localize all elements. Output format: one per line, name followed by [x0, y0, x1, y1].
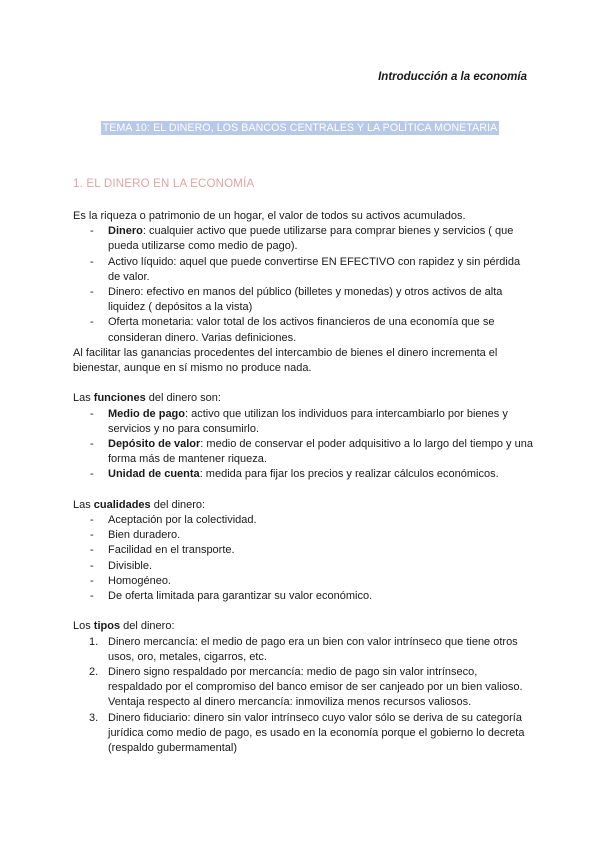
number-marker: 1.	[89, 635, 99, 648]
lead-text: del dinero son:	[145, 392, 221, 405]
number-marker: 2.	[89, 666, 99, 679]
definition-text: Oferta monetaria: valor total de los activos financieros de una economía que se consideran dinero. Varias definiciones.	[108, 316, 495, 344]
dash-marker: -	[90, 574, 94, 587]
functions-lead	[73, 391, 533, 406]
course-header: Introducción a la economía	[378, 71, 527, 83]
list-item	[73, 437, 533, 467]
dash-marker: -	[90, 316, 94, 329]
title-wrapper	[0, 118, 600, 136]
list-item	[73, 224, 533, 254]
document-body	[73, 209, 533, 756]
type-text: Dinero mercancía: el medio de pago era un bien con valor intrínseco que tiene otros usos, oro, metales, cigarros, etc.	[108, 635, 518, 663]
dash-marker: -	[90, 559, 94, 572]
lead-text: del dinero:	[150, 498, 206, 511]
function-term: Medio de pago	[108, 407, 185, 420]
list-item	[73, 543, 533, 558]
list-item	[73, 589, 533, 604]
list-item	[73, 711, 533, 757]
quality-text: Homogéneo.	[108, 574, 171, 587]
definitions-list	[73, 224, 533, 346]
function-text: : medida para fijar los precios y realizar cálculos económicos.	[199, 468, 499, 481]
dash-marker: -	[90, 468, 94, 481]
definition-text: : cualquier activo que puede utilizarse para comprar bienes y servicios ( que pueda utilizarse como medio de pago).	[108, 225, 514, 253]
definition-text: Activo líquido: aquel que puede convertirse EN EFECTIVO con rapidez y sin pérdida de valor.	[108, 255, 521, 283]
list-item	[73, 285, 533, 315]
list-item	[73, 467, 533, 482]
type-text: Dinero fiduciario: dinero sin valor intrínseco cuyo valor sólo se deriva de su categoría jurídica como medio de pago, es usado en la economía porque el gobierno lo decreta (respaldo gubermamental)	[108, 711, 525, 755]
function-text: : medio de conservar el poder adquisitivo a lo largo del tiempo y una forma más de mantener riqueza.	[108, 438, 533, 466]
lead-text: Los	[73, 620, 94, 633]
quality-text: Divisible.	[108, 559, 153, 572]
intro-paragraph: Es la riqueza o patrimonio de un hogar, el valor de todos su activos acumulados.	[73, 210, 466, 222]
list-item	[73, 665, 533, 711]
list-item	[73, 559, 533, 574]
quality-text: Aceptación por la colectividad.	[108, 514, 257, 527]
dash-marker: -	[90, 544, 94, 557]
functions-list	[73, 407, 533, 483]
list-item	[73, 574, 533, 589]
dash-marker: -	[90, 529, 94, 542]
dash-marker: -	[90, 255, 94, 268]
closing-paragraph: Al facilitar las ganancias procedentes del intercambio de bienes el dinero incrementa el bienestar, aunque en sí mismo no produce nada.	[73, 346, 498, 375]
lead-text: Las	[73, 498, 94, 511]
function-text: : activo que utilizan los individuos para intercambiarlo por bienes y servicios y no para consumirlo.	[108, 407, 508, 435]
list-item	[73, 635, 533, 665]
definition-term: Dinero	[108, 225, 143, 238]
quality-text: Facilidad en el transporte.	[108, 544, 235, 557]
function-term: Depósito de valor	[108, 438, 201, 451]
spacer	[73, 483, 533, 498]
dash-marker: -	[90, 225, 94, 238]
dash-marker: -	[90, 286, 94, 299]
lead-bold: funciones	[93, 392, 146, 405]
type-text: Dinero signo respaldado por mercancía: medio de pago sin valor intrínseco, respaldado por el compromiso del banco emisor de ser canjeado por un bien valioso. Ventaja respecto al dinero mercancía: inmoviliza menos recursos valiosos.	[108, 666, 523, 709]
dash-marker: -	[90, 438, 94, 451]
section-title: 1. EL DINERO EN LA ECONOMÍA	[73, 178, 255, 190]
quality-text: De oferta limitada para garantizar su valor económico.	[108, 590, 373, 603]
lead-text: Las	[73, 392, 94, 405]
dash-marker: -	[90, 514, 94, 527]
document-title: TEMA 10: EL DINERO, LOS BANCOS CENTRALES Y LA POLÍTICA MONETARIA	[102, 122, 498, 134]
definition-text: Dinero: efectivo en manos del público (billetes y monedas) y otros activos de alta liquidez ( depósitos a la vista)	[108, 286, 503, 314]
lead-text: del dinero:	[120, 620, 175, 633]
qualities-list	[73, 513, 533, 604]
dash-marker: -	[90, 407, 94, 420]
quality-text: Bien duradero.	[108, 529, 181, 542]
list-item	[73, 528, 533, 543]
spacer	[73, 376, 533, 391]
number-marker: 3.	[89, 711, 99, 724]
list-item	[73, 513, 533, 528]
list-item	[73, 255, 533, 285]
types-lead	[73, 619, 533, 634]
spacer	[73, 604, 533, 619]
list-item	[73, 315, 533, 345]
qualities-lead	[73, 498, 533, 513]
lead-bold: cualidades	[93, 498, 151, 511]
function-term: Unidad de cuenta	[108, 468, 200, 481]
types-list	[73, 635, 533, 757]
list-item	[73, 407, 533, 437]
lead-bold: tipos	[93, 620, 121, 633]
dash-marker: -	[90, 590, 94, 603]
